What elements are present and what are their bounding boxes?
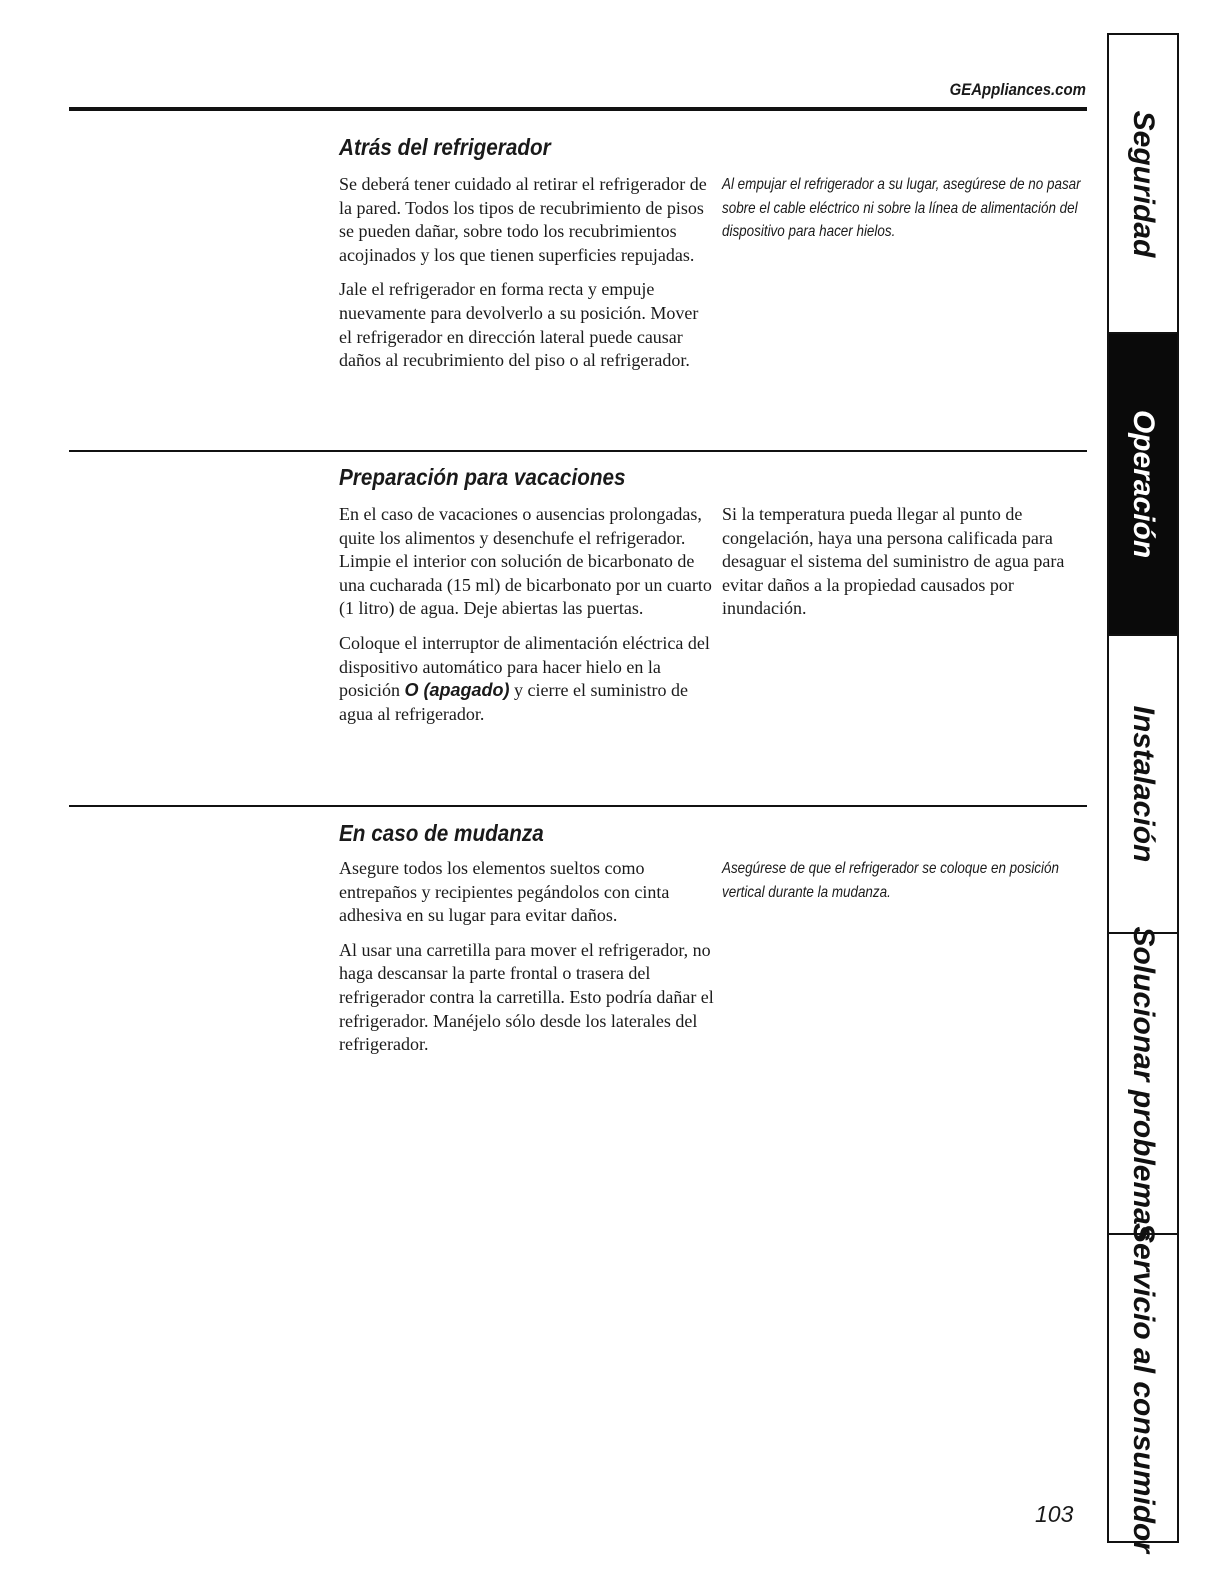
section-body-vacaciones (339, 503, 714, 737)
paragraph: Se deberá tener cuidado al retirar el refrigerador de la pared. Todos los tipos de recubrimiento de pisos se pueden dañar, sobre todo los recubrimientos acojinados y los que tienen superficies repujadas. (339, 174, 707, 265)
tab-servicio-al-consumidor[interactable] (1109, 1222, 1177, 1554)
note-atras: Al empujar el refrigerador a su lugar, asegúrese de no pasar sobre el cable eléctrico ni sobre la línea de alimentación del dispositivo para hacer hielos. (722, 176, 1081, 241)
section-body-mudanza (339, 857, 714, 1068)
section-title-mudanza: En caso de mudanza (339, 820, 544, 846)
text: y cierre el suministro de agua al refrigerador. (339, 680, 688, 724)
tab-label: Seguridad (1127, 110, 1160, 257)
site-url: GEAppliances.com (949, 80, 1086, 99)
tab-solucionar-problemas[interactable] (1109, 925, 1177, 1242)
tab-operacion[interactable] (1109, 332, 1177, 634)
section-rule (69, 805, 1087, 807)
paragraph (339, 632, 714, 726)
paragraph: Jale el refrigerador en forma recta y empuje nuevamente para devolverlo a su posición. Mover el refrigerador en dirección lateral puede causar daños al recubrimiento del piso o al refrigerador. (339, 279, 699, 371)
section-body-atras (339, 173, 714, 384)
section-rule (69, 450, 1087, 452)
header-rule (69, 107, 1087, 111)
tab-instalacion[interactable] (1109, 634, 1177, 932)
paragraph: En el caso de vacaciones o ausencias prolongadas, quite los alimentos y desenchufe el refrigerador. Limpie el interior con solución de bicarbonato de una cucharada (15 ml) de bicarbonato por un cuarto (1 litro) de agua. Deje abiertas las puertas. (339, 504, 712, 619)
paragraph: Asegure todos los elementos sueltos como entrepaños y recipientes pegándolos con cinta adhesiva en su lugar para evitar daños. (339, 858, 670, 926)
note-mudanza: Asegúrese de que el refrigerador se coloque en posición vertical durante la mudanza. (722, 860, 1059, 901)
side-tabs (1107, 33, 1179, 1554)
section-title-vacaciones: Preparación para vacaciones (339, 464, 626, 490)
page-number: 103 (1035, 1501, 1074, 1527)
tab-label: Solucionar problemas (1127, 925, 1160, 1242)
tab-label: Operación (1127, 409, 1160, 559)
section-title-atras: Atrás del refrigerador (339, 134, 551, 160)
tab-label: Instalación (1127, 705, 1160, 863)
text: Coloque el interruptor de alimentación eléctrica del dispositivo automático para hacer hielo en la posición (339, 632, 710, 701)
tab-label: Servicio al consumidor (1127, 1222, 1160, 1554)
right-text-vacaciones: Si la temperatura pueda llegar al punto de congelación, haya una persona calificada para desaguar el sistema del suministro de agua para evitar daños a la propiedad causados por inundación. (722, 504, 1065, 619)
tab-seguridad[interactable] (1109, 35, 1177, 332)
bold-setting: O (apagado) (404, 680, 510, 701)
paragraph: Al usar una carretilla para mover el refrigerador, no haga descansar la parte frontal o trasera del refrigerador contra la carretilla. Esto podría dañar el refrigerador. Manéjelo sólo desde los laterales del refrigerador. (339, 939, 714, 1055)
